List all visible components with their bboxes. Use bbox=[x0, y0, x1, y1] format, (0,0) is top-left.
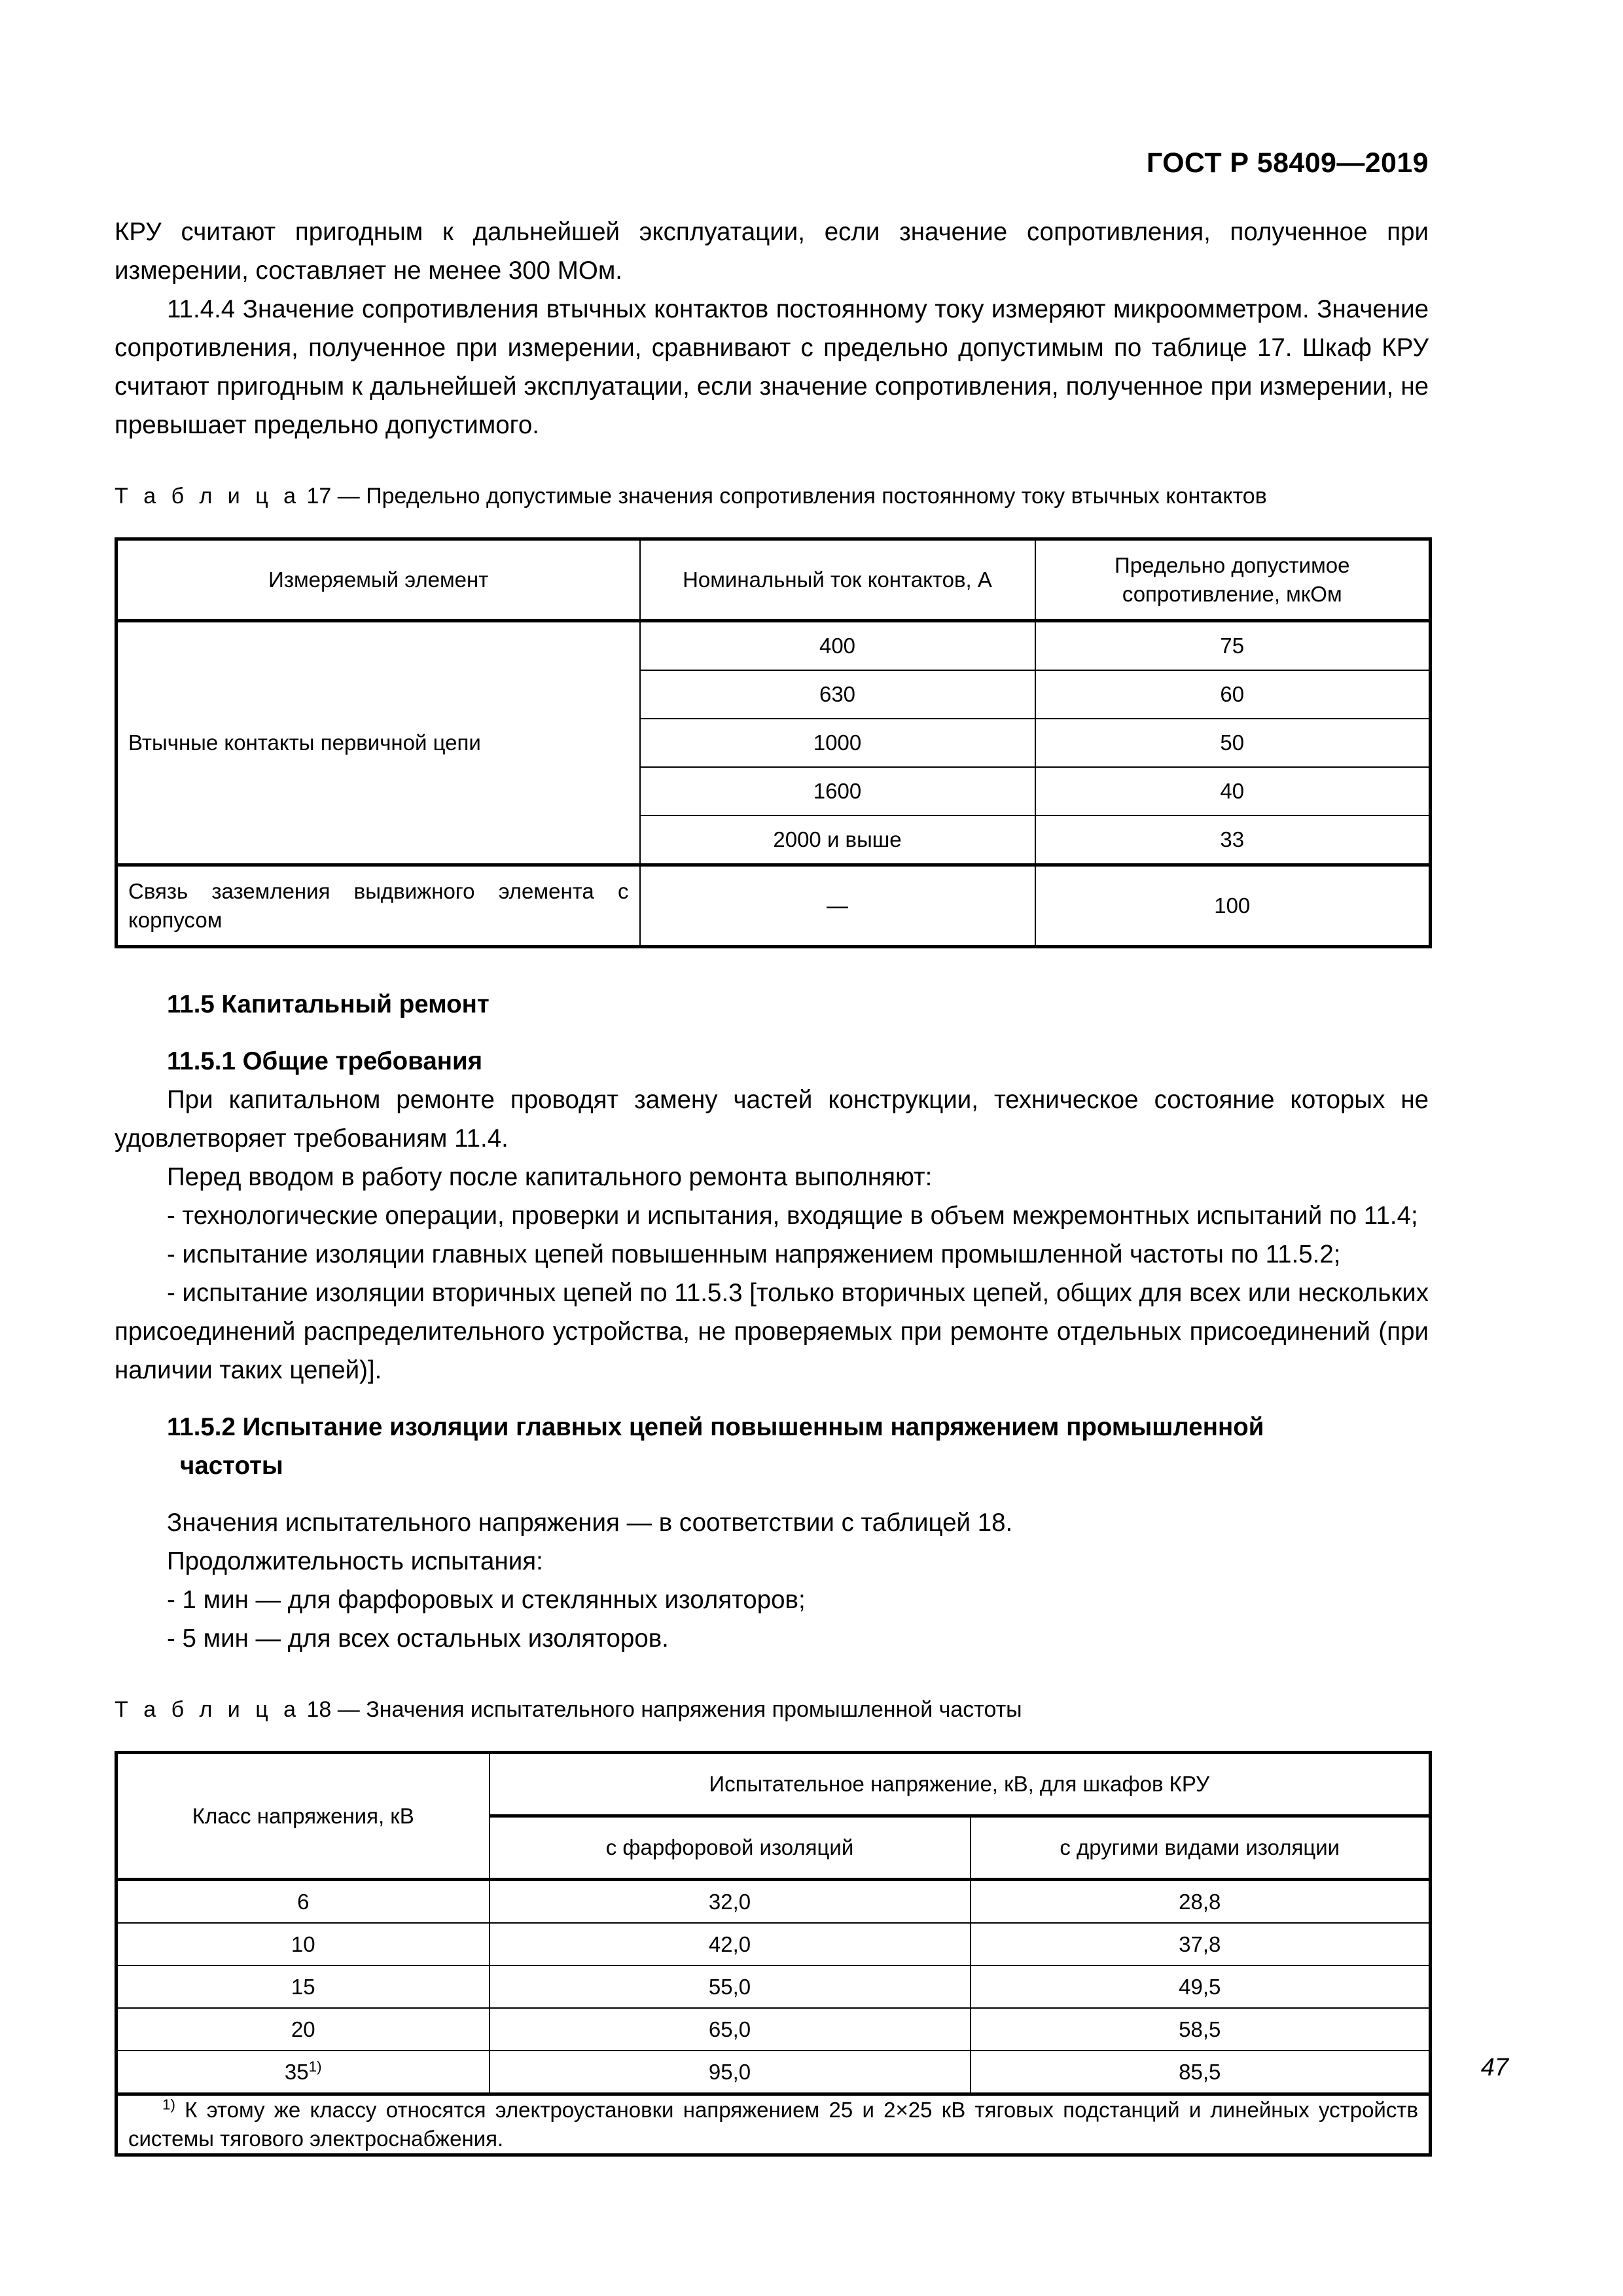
table-17-caption-rest: 17 — Предельно допустимые значения сопротивления постоянному току втычных контактов bbox=[306, 484, 1267, 509]
footnote-marker-superscript: 1) bbox=[308, 2058, 322, 2075]
table-18-cell-porcelain: 95,0 bbox=[490, 2051, 971, 2094]
table-17-header-resistance bbox=[1035, 539, 1431, 621]
table-18-footnote-row bbox=[116, 2094, 1431, 2155]
paragraph-intro: КРУ считают пригодным к дальнейшей эксплуатации, если значение сопротивления, полученное при измерении, составляет не менее 300 МОм. bbox=[115, 218, 1429, 285]
table-18-cell-class: 6 bbox=[116, 1880, 490, 1924]
spacer bbox=[115, 1725, 1429, 1751]
table-row bbox=[116, 1880, 1431, 1924]
table-18-header-other: с другими видами изоляции bbox=[971, 1816, 1431, 1880]
table-17-cell-resistance: 33 bbox=[1035, 816, 1431, 865]
table-17-cell-current: 400 bbox=[640, 621, 1035, 671]
footnote-marker: 1) bbox=[162, 2096, 175, 2113]
heading-11-5-2: 11.5.2 Испытание изоляции главных цепей повышенным напряжением промышленной bbox=[167, 1413, 1264, 1441]
spacer bbox=[115, 1390, 1429, 1408]
table-18-cell-porcelain: 65,0 bbox=[490, 2008, 971, 2051]
list-item: - испытание изоляции вторичных цепей по 11.5.3 [только вторичных цепей, общих для всех или нескольких присоединений распределительного устройства, не проверяемых при ремонте отдельных присоединений (при наличии таких цепей)]. bbox=[115, 1279, 1429, 1384]
page-content bbox=[115, 0, 1429, 2157]
table-18-cell-porcelain: 32,0 bbox=[490, 1880, 971, 1924]
table-17-cell-current: 1000 bbox=[640, 719, 1035, 767]
table-18-cell-other: 49,5 bbox=[971, 1965, 1431, 2008]
spacer bbox=[115, 948, 1429, 985]
table-18-cell-porcelain: 42,0 bbox=[490, 1923, 971, 1965]
paragraph-test-voltage: Значения испытательного напряжения — в соответствии с таблицей 18. bbox=[167, 1509, 1013, 1537]
table-18-caption bbox=[115, 1695, 1429, 1725]
table-18-cell-other: 58,5 bbox=[971, 2008, 1431, 2051]
spacer bbox=[115, 511, 1429, 537]
table-18-cell-class: 10 bbox=[116, 1923, 490, 1965]
table-18-cell-class-value: 35 bbox=[284, 2059, 309, 2084]
paragraph-test-duration: Продолжительность испытания: bbox=[167, 1547, 543, 1575]
table-18-header-porcelain: с фарфоровой изоляций bbox=[490, 1816, 971, 1880]
table-row bbox=[116, 621, 1431, 671]
table-17-cell-resistance: 75 bbox=[1035, 621, 1431, 671]
list-item: - 1 мин — для фарфоровых и стеклянных изоляторов; bbox=[167, 1586, 806, 1614]
table-17-cell-current: — bbox=[640, 865, 1035, 947]
spacer bbox=[115, 1658, 1429, 1695]
table-17-header-row bbox=[116, 539, 1431, 621]
list-item: - испытание изоляции главных цепей повышенным напряжением промышленной частоты по 11.5.2; bbox=[167, 1240, 1341, 1268]
table-17-header-resistance-line1: Предельно допустимое bbox=[1115, 553, 1350, 577]
table-18-header-span: Испытательное напряжение, кВ, для шкафов КРУ bbox=[490, 1753, 1431, 1816]
table-row bbox=[116, 1923, 1431, 1965]
spacer bbox=[115, 1024, 1429, 1042]
table-18-caption-word: Т а б л и ц а bbox=[115, 1697, 301, 1722]
table-row bbox=[116, 2051, 1431, 2094]
table-17-cell-current: 2000 и выше bbox=[640, 816, 1035, 865]
table-18-header-class: Класс напряжения, кВ bbox=[116, 1753, 490, 1880]
table-row bbox=[116, 2008, 1431, 2051]
heading-11-5: 11.5 Капитальный ремонт bbox=[167, 990, 490, 1018]
table-18-footnote bbox=[116, 2094, 1431, 2155]
table-17-header-current: Номинальный ток контактов, А bbox=[640, 539, 1035, 621]
table-18-cell-class bbox=[116, 2051, 490, 2094]
table-18-cell-porcelain: 55,0 bbox=[490, 1965, 971, 2008]
document-standard-title: ГОСТ Р 58409—2019 bbox=[1146, 147, 1429, 179]
table-18-cell-class: 20 bbox=[116, 2008, 490, 2051]
table-row bbox=[116, 1965, 1431, 2008]
paragraph-11-4-4: 11.4.4 Значение сопротивления втычных контактов постоянному току измеряют микроомметром. Значение сопротивления, полученное при измерении, сравнивают с предельно допустимым по таблице 17. Шкаф КРУ считают пригодным к дальнейшей эксплуатации, если значение сопротивления, полученное при измерении, не превышает предельно допустимого. bbox=[115, 295, 1429, 439]
list-item: - технологические операции, проверки и испытания, входящие в объем межремонтных испытаний по 11.4; bbox=[167, 1202, 1418, 1230]
table-17-cell-current: 1600 bbox=[640, 767, 1035, 816]
table-18-cell-other: 37,8 bbox=[971, 1923, 1431, 1965]
heading-11-5-1: 11.5.1 Общие требования bbox=[167, 1047, 483, 1075]
paragraph-before-list: Перед вводом в работу после капитального ремонта выполняют: bbox=[167, 1163, 933, 1191]
table-18-caption-rest: 18 — Значения испытательного напряжения промышленной частоты bbox=[306, 1697, 1022, 1722]
spacer bbox=[115, 444, 1429, 481]
table-18 bbox=[115, 1751, 1432, 2157]
table-row bbox=[116, 865, 1431, 947]
table-17-cell-element: Связь заземления выдвижного элемента с корпусом bbox=[116, 865, 640, 947]
heading-11-5-2-continuation: частоты bbox=[180, 1452, 283, 1480]
table-17-cell-resistance: 100 bbox=[1035, 865, 1431, 947]
table-17-group-label: Втычные контакты первичной цепи bbox=[116, 621, 640, 865]
footnote-text: К этому же классу относятся электроустановки напряжением 25 и 2×25 кВ тяговых подстанций и линейных устройств системы тягового электроснабжения. bbox=[128, 2098, 1419, 2151]
table-18-cell-other: 85,5 bbox=[971, 2051, 1431, 2094]
table-17-cell-resistance: 40 bbox=[1035, 767, 1431, 816]
table-17-header-resistance-line2: сопротивление, мкОм bbox=[1122, 582, 1342, 606]
table-18-cell-other: 28,8 bbox=[971, 1880, 1431, 1924]
table-17-caption-word: Т а б л и ц а bbox=[115, 484, 301, 509]
table-18-cell-class: 15 bbox=[116, 1965, 490, 2008]
table-17-cell-current: 630 bbox=[640, 670, 1035, 719]
page-number: 47 bbox=[1480, 2054, 1508, 2081]
table-17 bbox=[115, 537, 1432, 948]
table-17-cell-resistance: 60 bbox=[1035, 670, 1431, 719]
table-17-cell-resistance: 50 bbox=[1035, 719, 1431, 767]
table-18-header-row-1 bbox=[116, 1753, 1431, 1816]
table-17-header-element: Измеряемый элемент bbox=[116, 539, 640, 621]
paragraph-11-5-1-body: При капитальном ремонте проводят замену частей конструкции, техническое состояние которых не удовлетворяет требованиям 11.4. bbox=[115, 1086, 1429, 1153]
table-17-caption bbox=[115, 481, 1429, 511]
spacer bbox=[115, 1485, 1429, 1503]
list-item: - 5 мин — для всех остальных изоляторов. bbox=[167, 1624, 669, 1653]
